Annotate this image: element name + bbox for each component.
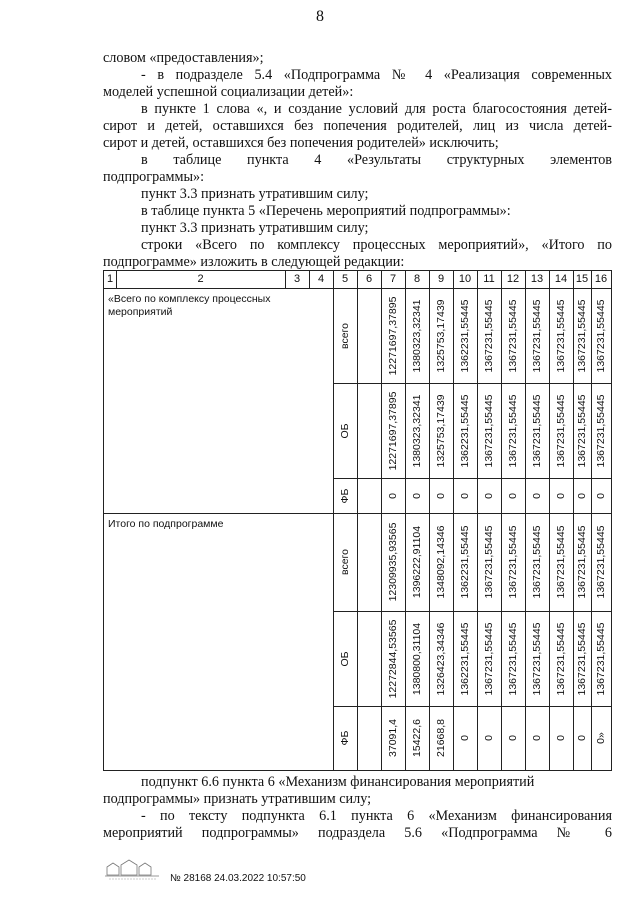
- col-header: 11: [483, 273, 495, 285]
- table-cell: 0: [507, 735, 519, 741]
- table-cell: 1367231,55445: [595, 525, 607, 599]
- text-line: - по тексту подпункта 6.1 пункта 6 «Механизм финансирования: [141, 808, 612, 824]
- table-cell: 0: [411, 492, 423, 499]
- col-header: 16: [594, 273, 608, 285]
- col-header: 3: [293, 273, 301, 285]
- text-line: пункт 3.3 признать утратившим силу;: [141, 220, 369, 236]
- table-cell: 1367231,55445: [531, 622, 543, 695]
- table-cell: 0: [483, 492, 495, 499]
- col-header: 8: [413, 273, 421, 285]
- table-cell: 1362231,55445: [459, 299, 471, 372]
- col-header: 1: [106, 273, 114, 285]
- table-cell: 1380323,32341: [411, 394, 423, 467]
- table-cell: 0»: [595, 732, 607, 744]
- row-type-label: ФБ: [339, 730, 351, 746]
- table-cell: 1367231,55445: [576, 525, 588, 599]
- table-cell: 1367231,55445: [507, 525, 519, 599]
- text-line: в таблице пункта 5 «Перечень мероприятий подпрограммы»:: [141, 203, 511, 219]
- table-cell: 1367231,55445: [576, 622, 588, 695]
- table-cell: 0: [576, 492, 588, 499]
- table-cell: 0: [555, 492, 567, 499]
- table-cell: 1367231,55445: [595, 299, 607, 372]
- text-line: подпрограмме» изложить в следующей редакции:: [103, 254, 405, 270]
- text-line: строки «Всего по комплексу процессных мероприятий», «Итого по: [141, 237, 612, 253]
- row-type-label: всего: [339, 549, 351, 575]
- text-line: подпрограммы»:: [103, 169, 205, 185]
- table-cell: 0: [459, 492, 471, 499]
- col-header: 15: [575, 273, 589, 285]
- table-cell: 0: [595, 492, 607, 499]
- table-cell: 12271697,37895: [387, 391, 399, 470]
- table-cell: 1367231,55445: [507, 622, 519, 695]
- table-cell: 0: [483, 735, 495, 741]
- table-cell: 1367231,55445: [576, 394, 588, 467]
- table-cell: 1367231,55445: [555, 525, 567, 599]
- table-cell: 1325753,17439: [435, 394, 447, 467]
- table-cell: 21668,8: [435, 719, 447, 757]
- table-cell: 1367231,55445: [531, 299, 543, 372]
- col-header: 12: [506, 273, 520, 285]
- col-header: 10: [458, 273, 472, 285]
- table-cell: 0: [435, 492, 447, 499]
- emblem-logo: [103, 857, 165, 881]
- col-header: 5: [341, 273, 349, 285]
- row-type-label: ФБ: [339, 488, 351, 503]
- table-cell: 1367231,55445: [555, 299, 567, 372]
- col-header: 13: [530, 273, 544, 285]
- table-cell: 1367231,55445: [595, 622, 607, 695]
- col-header: 2: [197, 273, 204, 285]
- table-cell: 1362231,55445: [459, 394, 471, 467]
- table-cell: 1326423,34346: [435, 622, 447, 695]
- table-cell: 1367231,55445: [507, 394, 519, 467]
- page-number: 8: [316, 8, 324, 25]
- row-type-label: всего: [339, 322, 351, 349]
- doc-registration: № 28168 24.03.2022 10:57:50: [170, 873, 306, 884]
- table-cell: 1367231,55445: [483, 394, 495, 467]
- col-header: 14: [554, 273, 568, 285]
- col-header: 4: [317, 273, 325, 285]
- col-header: 6: [365, 273, 373, 285]
- table-cell: 1367231,55445: [483, 525, 495, 599]
- text-line: подпункт 6.6 пункта 6 «Механизм финансирования мероприятий: [141, 774, 535, 790]
- table-cell: 1367231,55445: [483, 622, 495, 695]
- table-cell: 1362231,55445: [459, 622, 471, 695]
- block-label-subprogram-total: Итого по подпрограмме: [108, 518, 224, 530]
- table-cell: 12271697,37895: [387, 296, 399, 375]
- col-header: 7: [389, 273, 397, 285]
- text-line: в таблице пункта 4 «Результаты структурных элементов: [141, 152, 612, 168]
- table-cell: 1325753,17439: [435, 299, 447, 372]
- table-cell: 1367231,55445: [595, 394, 607, 467]
- text-line: мероприятий подпрограммы» подраздела 5.6 «Подпрограмма № 6: [103, 825, 612, 841]
- table-cell: 1396222,91104: [411, 525, 423, 599]
- finance-table: [103, 270, 612, 771]
- table-cell: 1362231,55445: [459, 525, 471, 599]
- table-cell: 1380323,32341: [411, 299, 423, 372]
- table-cell: 0: [387, 492, 399, 499]
- text-line: пункт 3.3 признать утратившим силу;: [141, 186, 369, 202]
- text-line: - в подразделе 5.4 «Подпрограмма № 4 «Реализация современных: [141, 67, 612, 83]
- text-line: подпрограммы» признать утратившим силу;: [103, 791, 372, 807]
- table-cell: 0: [576, 735, 588, 741]
- table-cell: 1367231,55445: [507, 299, 519, 372]
- row-type-label: ОБ: [339, 422, 351, 439]
- table-cell: 1367231,55445: [555, 622, 567, 695]
- table-cell: 0: [507, 492, 519, 499]
- block-label-total-process: «Всего по комплексу процессных мероприятий: [108, 293, 271, 318]
- text-line: сирот и детей, оставшихся без попечения родителей» исключить;: [103, 135, 499, 151]
- table-cell: 15422,6: [411, 719, 423, 757]
- table-cell: 12309935,93565: [387, 522, 399, 602]
- table-cell: 1367231,55445: [555, 394, 567, 467]
- table-cell: 0: [531, 492, 543, 499]
- table-cell: 0: [459, 735, 471, 741]
- table-cell: 0: [555, 735, 567, 741]
- row-type-label: ОБ: [339, 650, 351, 667]
- table-cell: 1367231,55445: [576, 299, 588, 372]
- table-cell: 12272844,53565: [387, 619, 399, 698]
- table-cell: 1367231,55445: [483, 299, 495, 372]
- table-cell: 1380800,31104: [411, 622, 423, 695]
- text-line: сирот и детей, оставшихся без попечения родителей, лиц из числа детей-: [103, 118, 612, 134]
- table-cell: 1367231,55445: [531, 394, 543, 467]
- table-cell: 0: [531, 735, 543, 741]
- table-cell: 1348092,14346: [435, 525, 447, 599]
- table-cell: 37091,4: [387, 719, 399, 757]
- text-line: моделей успешной социализации детей»:: [103, 84, 354, 100]
- table-cell: 1367231,55445: [531, 525, 543, 599]
- col-header: 9: [437, 273, 445, 285]
- text-line: словом «предоставления»;: [103, 50, 264, 66]
- text-line: в пункте 1 слова «, и создание условий для роста благосостояния детей-: [141, 101, 612, 117]
